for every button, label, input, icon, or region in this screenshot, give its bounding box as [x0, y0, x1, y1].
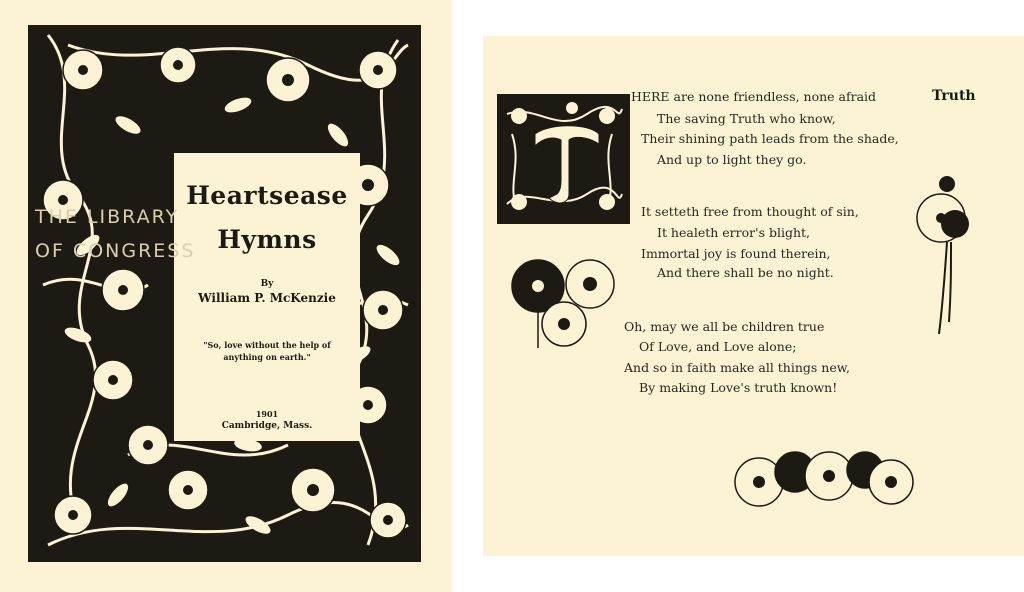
- verse-line: And up to light they go.: [657, 152, 807, 167]
- verse-line: By making Love's truth known!: [639, 380, 838, 395]
- publication-year: 1901: [255, 409, 279, 419]
- verse-line: Oh, may we all be children true: [624, 319, 825, 334]
- pansy-cluster-icon: [508, 252, 623, 352]
- verse-line: Of Love, and Love alone;: [639, 339, 797, 354]
- poem-page: [483, 36, 1024, 556]
- margin-title: Truth: [932, 88, 976, 104]
- book-title-line-2: Hymns: [217, 225, 317, 254]
- floral-border: [28, 25, 421, 562]
- verse-line: It healeth error's blight,: [657, 225, 810, 240]
- by-label: By: [260, 279, 274, 289]
- library-stamp: THE LIBRARY OF CONGRESS: [35, 206, 196, 262]
- verse-line: And there shall be no night.: [657, 265, 834, 280]
- publication-place: Cambridge, Mass.: [221, 421, 313, 431]
- epigraph-quote: "So, love without the help of anything on earth.": [203, 340, 331, 362]
- title-panel: [174, 153, 360, 441]
- verse-line: HERE are none friendless, none afraid: [631, 89, 877, 104]
- verse-line: It setteth free from thought of sin,: [641, 204, 859, 219]
- book-title-line-1: Heartsease: [186, 181, 348, 210]
- pansy-stem-icon: [915, 172, 975, 337]
- verse-line: Immortal joy is found therein,: [641, 246, 831, 261]
- author-name: William P. McKenzie: [198, 291, 336, 305]
- cover-page: [0, 0, 452, 592]
- verse-line: And so in faith make all things new,: [624, 360, 850, 375]
- pansy-row-icon: [733, 440, 918, 516]
- decorated-initial-t-icon: [497, 94, 630, 224]
- verse-line: The saving Truth who know,: [657, 111, 836, 126]
- verse-line: Their shining path leads from the shade,: [641, 131, 899, 146]
